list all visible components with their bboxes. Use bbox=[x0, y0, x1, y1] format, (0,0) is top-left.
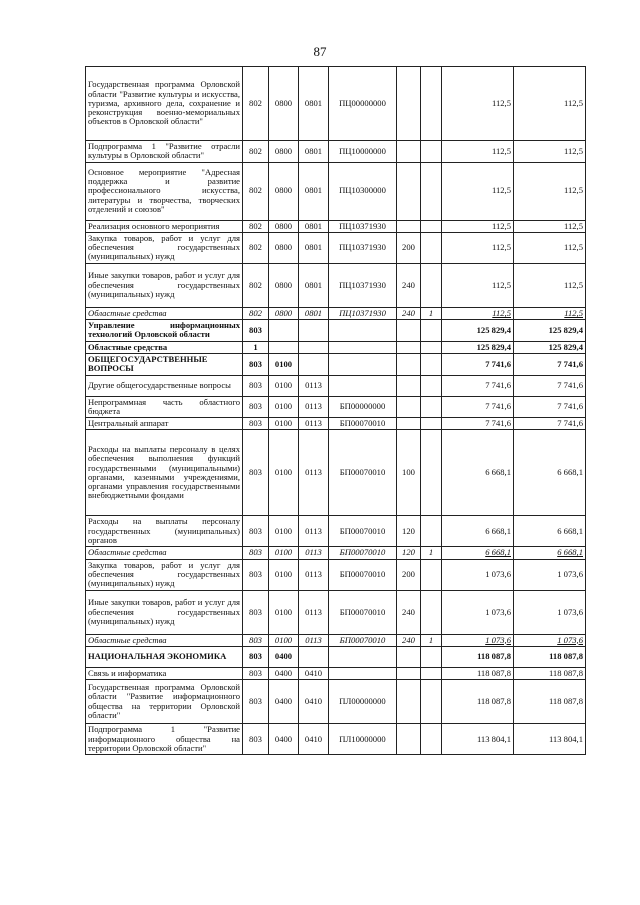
row-ved-code: 803 bbox=[243, 680, 269, 724]
row-subsection-code bbox=[299, 646, 329, 667]
row-subsection-code: 0801 bbox=[299, 232, 329, 263]
row-sum-year1: 7 741,6 bbox=[442, 396, 514, 418]
row-expense-type bbox=[397, 162, 421, 220]
row-target-code: БП00070010 bbox=[329, 590, 397, 634]
row-sum-year2: 112,5 bbox=[514, 141, 586, 163]
table-row bbox=[86, 430, 586, 516]
row-sum-year2: 118 087,8 bbox=[514, 680, 586, 724]
row-section-code: 0400 bbox=[269, 724, 299, 755]
row-target-code bbox=[329, 320, 397, 342]
row-section-code: 0100 bbox=[269, 547, 299, 559]
row-sum-year1: 6 668,1 bbox=[442, 547, 514, 559]
table-row bbox=[86, 375, 586, 396]
row-name: Областные средства bbox=[86, 341, 243, 353]
row-source-code bbox=[421, 590, 442, 634]
row-name: Подпрограмма 1 "Развитие отрасли культуры в Орловской области" bbox=[86, 141, 243, 163]
row-expense-type: 120 bbox=[397, 516, 421, 547]
row-target-code: ПЦ10371930 bbox=[329, 232, 397, 263]
row-source-code bbox=[421, 667, 442, 679]
row-subsection-code: 0801 bbox=[299, 162, 329, 220]
row-ved-code: 803 bbox=[243, 547, 269, 559]
row-sum-year2: 112,5 bbox=[514, 67, 586, 141]
row-target-code: ПЦ00000000 bbox=[329, 67, 397, 141]
row-subsection-code: 0113 bbox=[299, 396, 329, 418]
row-name: Областные средства bbox=[86, 634, 243, 646]
row-expense-type bbox=[397, 220, 421, 232]
row-target-code: ПЛ10000000 bbox=[329, 724, 397, 755]
row-target-code bbox=[329, 646, 397, 667]
row-ved-code: 803 bbox=[243, 667, 269, 679]
row-name: Государственная программа Орловской области "Развитие информационного общества на территории Орловской области" bbox=[86, 680, 243, 724]
row-subsection-code: 0410 bbox=[299, 724, 329, 755]
row-subsection-code: 0410 bbox=[299, 667, 329, 679]
row-sum-year2: 125 829,4 bbox=[514, 341, 586, 353]
row-name: Центральный аппарат bbox=[86, 418, 243, 430]
row-section-code: 0100 bbox=[269, 375, 299, 396]
row-sum-year1: 6 668,1 bbox=[442, 516, 514, 547]
row-sum-year2: 125 829,4 bbox=[514, 320, 586, 342]
row-ved-code: 802 bbox=[243, 263, 269, 307]
row-expense-type: 200 bbox=[397, 232, 421, 263]
row-source-code: 1 bbox=[421, 547, 442, 559]
row-target-code: ПЦ10300000 bbox=[329, 162, 397, 220]
row-target-code: БП00070010 bbox=[329, 430, 397, 516]
row-expense-type bbox=[397, 341, 421, 353]
page-number: 87 bbox=[313, 44, 327, 59]
row-sum-year2: 1 073,6 bbox=[514, 634, 586, 646]
row-section-code: 0400 bbox=[269, 646, 299, 667]
table-row bbox=[86, 396, 586, 418]
row-source-code bbox=[421, 67, 442, 141]
row-target-code: БП00070010 bbox=[329, 418, 397, 430]
row-subsection-code bbox=[299, 320, 329, 342]
row-sum-year2: 1 073,6 bbox=[514, 559, 586, 590]
row-expense-type bbox=[397, 141, 421, 163]
table-row bbox=[86, 646, 586, 667]
row-ved-code: 802 bbox=[243, 232, 269, 263]
table-row bbox=[86, 680, 586, 724]
row-expense-type: 200 bbox=[397, 559, 421, 590]
row-target-code bbox=[329, 667, 397, 679]
row-sum-year2: 1 073,6 bbox=[514, 590, 586, 634]
row-target-code: ПЦ10371930 bbox=[329, 220, 397, 232]
row-target-code bbox=[329, 341, 397, 353]
row-target-code: БП00070010 bbox=[329, 516, 397, 547]
table-row bbox=[86, 307, 586, 319]
row-subsection-code: 0801 bbox=[299, 220, 329, 232]
row-expense-type: 240 bbox=[397, 307, 421, 319]
row-sum-year1: 112,5 bbox=[442, 232, 514, 263]
table-row bbox=[86, 353, 586, 375]
table-row bbox=[86, 67, 586, 141]
row-expense-type bbox=[397, 67, 421, 141]
row-name: НАЦИОНАЛЬНАЯ ЭКОНОМИКА bbox=[86, 646, 243, 667]
row-name: Областные средства bbox=[86, 547, 243, 559]
row-target-code bbox=[329, 353, 397, 375]
row-expense-type bbox=[397, 353, 421, 375]
row-source-code bbox=[421, 263, 442, 307]
row-sum-year1: 1 073,6 bbox=[442, 590, 514, 634]
row-ved-code: 802 bbox=[243, 307, 269, 319]
row-sum-year1: 113 804,1 bbox=[442, 724, 514, 755]
row-sum-year2: 6 668,1 bbox=[514, 430, 586, 516]
row-sum-year2: 118 087,8 bbox=[514, 667, 586, 679]
row-subsection-code: 0113 bbox=[299, 590, 329, 634]
row-section-code: 0100 bbox=[269, 430, 299, 516]
row-sum-year2: 118 087,8 bbox=[514, 646, 586, 667]
row-section-code bbox=[269, 320, 299, 342]
row-name: Иные закупки товаров, работ и услуг для обеспечения государственных (муниципальных) нужд bbox=[86, 590, 243, 634]
row-subsection-code: 0113 bbox=[299, 547, 329, 559]
row-sum-year1: 118 087,8 bbox=[442, 646, 514, 667]
row-subsection-code: 0410 bbox=[299, 680, 329, 724]
table-row bbox=[86, 590, 586, 634]
row-sum-year1: 7 741,6 bbox=[442, 353, 514, 375]
row-ved-code: 802 bbox=[243, 141, 269, 163]
row-sum-year2: 112,5 bbox=[514, 263, 586, 307]
table-row bbox=[86, 263, 586, 307]
table-row bbox=[86, 724, 586, 755]
budget-table bbox=[85, 66, 586, 755]
row-section-code: 0100 bbox=[269, 559, 299, 590]
row-target-code: ПЦ10371930 bbox=[329, 307, 397, 319]
row-sum-year2: 6 668,1 bbox=[514, 547, 586, 559]
row-expense-type bbox=[397, 320, 421, 342]
row-name: Иные закупки товаров, работ и услуг для обеспечения государственных (муниципальных) нужд bbox=[86, 263, 243, 307]
row-ved-code: 803 bbox=[243, 634, 269, 646]
row-name: Основное мероприятие "Адресная поддержка и развитие профессионального искусства, литературы и творчества, творческих отделений и союзов" bbox=[86, 162, 243, 220]
row-sum-year1: 125 829,4 bbox=[442, 341, 514, 353]
row-name: ОБЩЕГОСУДАРСТВЕННЫЕ ВОПРОСЫ bbox=[86, 353, 243, 375]
table-row bbox=[86, 232, 586, 263]
row-source-code bbox=[421, 232, 442, 263]
row-expense-type bbox=[397, 667, 421, 679]
row-name: Закупка товаров, работ и услуг для обеспечения государственных (муниципальных) нужд bbox=[86, 559, 243, 590]
row-ved-code: 803 bbox=[243, 646, 269, 667]
row-sum-year2: 6 668,1 bbox=[514, 516, 586, 547]
row-ved-code: 803 bbox=[243, 396, 269, 418]
row-source-code bbox=[421, 430, 442, 516]
row-sum-year2: 113 804,1 bbox=[514, 724, 586, 755]
row-sum-year2: 112,5 bbox=[514, 220, 586, 232]
row-sum-year2: 7 741,6 bbox=[514, 353, 586, 375]
table-row bbox=[86, 220, 586, 232]
row-expense-type bbox=[397, 646, 421, 667]
table-row bbox=[86, 141, 586, 163]
row-sum-year1: 112,5 bbox=[442, 307, 514, 319]
table-row bbox=[86, 559, 586, 590]
row-ved-code: 803 bbox=[243, 320, 269, 342]
row-ved-code: 802 bbox=[243, 67, 269, 141]
row-sum-year1: 1 073,6 bbox=[442, 559, 514, 590]
row-section-code: 0800 bbox=[269, 263, 299, 307]
row-expense-type bbox=[397, 418, 421, 430]
row-name: Закупка товаров, работ и услуг для обеспечения государственных (муниципальных) нужд bbox=[86, 232, 243, 263]
row-expense-type: 240 bbox=[397, 634, 421, 646]
row-expense-type: 240 bbox=[397, 263, 421, 307]
row-source-code bbox=[421, 396, 442, 418]
row-source-code bbox=[421, 341, 442, 353]
row-sum-year1: 6 668,1 bbox=[442, 430, 514, 516]
row-subsection-code bbox=[299, 353, 329, 375]
row-sum-year1: 7 741,6 bbox=[442, 375, 514, 396]
row-sum-year1: 112,5 bbox=[442, 263, 514, 307]
row-sum-year2: 7 741,6 bbox=[514, 396, 586, 418]
row-section-code: 0800 bbox=[269, 67, 299, 141]
row-section-code: 0400 bbox=[269, 667, 299, 679]
row-source-code bbox=[421, 162, 442, 220]
row-subsection-code: 0113 bbox=[299, 430, 329, 516]
table-row bbox=[86, 320, 586, 342]
row-section-code: 0800 bbox=[269, 307, 299, 319]
row-subsection-code: 0801 bbox=[299, 67, 329, 141]
row-ved-code: 803 bbox=[243, 375, 269, 396]
row-sum-year2: 112,5 bbox=[514, 162, 586, 220]
row-name: Государственная программа Орловской области "Развитие культуры и искусства, туризма, архивного дела, сохранение и реконструкция военно-мемориальных объектов в Орловской области" bbox=[86, 67, 243, 141]
row-ved-code: 802 bbox=[243, 162, 269, 220]
row-subsection-code: 0113 bbox=[299, 559, 329, 590]
row-section-code: 0800 bbox=[269, 232, 299, 263]
row-name: Областные средства bbox=[86, 307, 243, 319]
row-expense-type: 240 bbox=[397, 590, 421, 634]
row-sum-year1: 118 087,8 bbox=[442, 680, 514, 724]
row-target-code: БП00000000 bbox=[329, 396, 397, 418]
row-section-code: 0100 bbox=[269, 418, 299, 430]
row-target-code: БП00070010 bbox=[329, 547, 397, 559]
budget-table-body bbox=[86, 67, 586, 755]
row-expense-type: 120 bbox=[397, 547, 421, 559]
row-target-code: БП00070010 bbox=[329, 559, 397, 590]
row-subsection-code: 0113 bbox=[299, 418, 329, 430]
row-sum-year1: 112,5 bbox=[442, 220, 514, 232]
row-sum-year2: 7 741,6 bbox=[514, 375, 586, 396]
row-ved-code: 803 bbox=[243, 516, 269, 547]
row-section-code: 0800 bbox=[269, 141, 299, 163]
row-sum-year1: 1 073,6 bbox=[442, 634, 514, 646]
row-target-code: ПЦ10000000 bbox=[329, 141, 397, 163]
table-row bbox=[86, 418, 586, 430]
table-row bbox=[86, 634, 586, 646]
row-subsection-code: 0801 bbox=[299, 141, 329, 163]
row-section-code: 0100 bbox=[269, 353, 299, 375]
row-source-code bbox=[421, 559, 442, 590]
row-sum-year1: 125 829,4 bbox=[442, 320, 514, 342]
row-subsection-code bbox=[299, 341, 329, 353]
row-sum-year1: 112,5 bbox=[442, 162, 514, 220]
row-ved-code: 803 bbox=[243, 430, 269, 516]
row-section-code: 0400 bbox=[269, 680, 299, 724]
row-source-code: 1 bbox=[421, 307, 442, 319]
row-ved-code: 802 bbox=[243, 220, 269, 232]
table-row bbox=[86, 341, 586, 353]
row-subsection-code: 0113 bbox=[299, 516, 329, 547]
row-ved-code: 803 bbox=[243, 418, 269, 430]
row-section-code bbox=[269, 341, 299, 353]
row-subsection-code: 0801 bbox=[299, 263, 329, 307]
row-sum-year1: 112,5 bbox=[442, 67, 514, 141]
row-section-code: 0100 bbox=[269, 516, 299, 547]
row-source-code bbox=[421, 141, 442, 163]
row-target-code bbox=[329, 375, 397, 396]
row-source-code bbox=[421, 353, 442, 375]
row-source-code bbox=[421, 220, 442, 232]
row-subsection-code: 0801 bbox=[299, 307, 329, 319]
row-ved-code: 803 bbox=[243, 590, 269, 634]
row-ved-code: 1 bbox=[243, 341, 269, 353]
table-row bbox=[86, 162, 586, 220]
row-name: Другие общегосударственные вопросы bbox=[86, 375, 243, 396]
row-name: Непрограммная часть областного бюджета bbox=[86, 396, 243, 418]
row-sum-year1: 112,5 bbox=[442, 141, 514, 163]
row-target-code: ПЦ10371930 bbox=[329, 263, 397, 307]
table-row bbox=[86, 516, 586, 547]
row-ved-code: 803 bbox=[243, 353, 269, 375]
row-section-code: 0100 bbox=[269, 396, 299, 418]
row-target-code: ПЛ00000000 bbox=[329, 680, 397, 724]
row-source-code: 1 bbox=[421, 634, 442, 646]
row-ved-code: 803 bbox=[243, 724, 269, 755]
row-name: Расходы на выплаты персоналу в целях обеспечения выполнения функций государственными (муниципальными) органами, казенными учреждениями, органами управления государственными внебюджетными фондами bbox=[86, 430, 243, 516]
row-expense-type bbox=[397, 375, 421, 396]
row-ved-code: 803 bbox=[243, 559, 269, 590]
row-target-code: БП00070010 bbox=[329, 634, 397, 646]
row-source-code bbox=[421, 646, 442, 667]
row-name: Реализация основного мероприятия bbox=[86, 220, 243, 232]
row-source-code bbox=[421, 516, 442, 547]
row-name: Связь и информатика bbox=[86, 667, 243, 679]
row-sum-year2: 7 741,6 bbox=[514, 418, 586, 430]
row-section-code: 0100 bbox=[269, 634, 299, 646]
row-section-code: 0100 bbox=[269, 590, 299, 634]
row-subsection-code: 0113 bbox=[299, 634, 329, 646]
row-subsection-code: 0113 bbox=[299, 375, 329, 396]
row-expense-type bbox=[397, 724, 421, 755]
row-name: Подпрограмма 1 "Развитие информационного общества на территории Орловской области" bbox=[86, 724, 243, 755]
row-source-code bbox=[421, 320, 442, 342]
row-name: Расходы на выплаты персоналу государственных (муниципальных) органов bbox=[86, 516, 243, 547]
row-section-code: 0800 bbox=[269, 220, 299, 232]
row-section-code: 0800 bbox=[269, 162, 299, 220]
row-source-code bbox=[421, 680, 442, 724]
row-name: Управление информационных технологий Орловской области bbox=[86, 320, 243, 342]
row-sum-year2: 112,5 bbox=[514, 307, 586, 319]
row-sum-year1: 7 741,6 bbox=[442, 418, 514, 430]
table-row bbox=[86, 547, 586, 559]
row-sum-year1: 118 087,8 bbox=[442, 667, 514, 679]
row-source-code bbox=[421, 418, 442, 430]
row-expense-type bbox=[397, 680, 421, 724]
table-row bbox=[86, 667, 586, 679]
row-source-code bbox=[421, 724, 442, 755]
row-sum-year2: 112,5 bbox=[514, 232, 586, 263]
row-expense-type bbox=[397, 396, 421, 418]
row-source-code bbox=[421, 375, 442, 396]
row-expense-type: 100 bbox=[397, 430, 421, 516]
